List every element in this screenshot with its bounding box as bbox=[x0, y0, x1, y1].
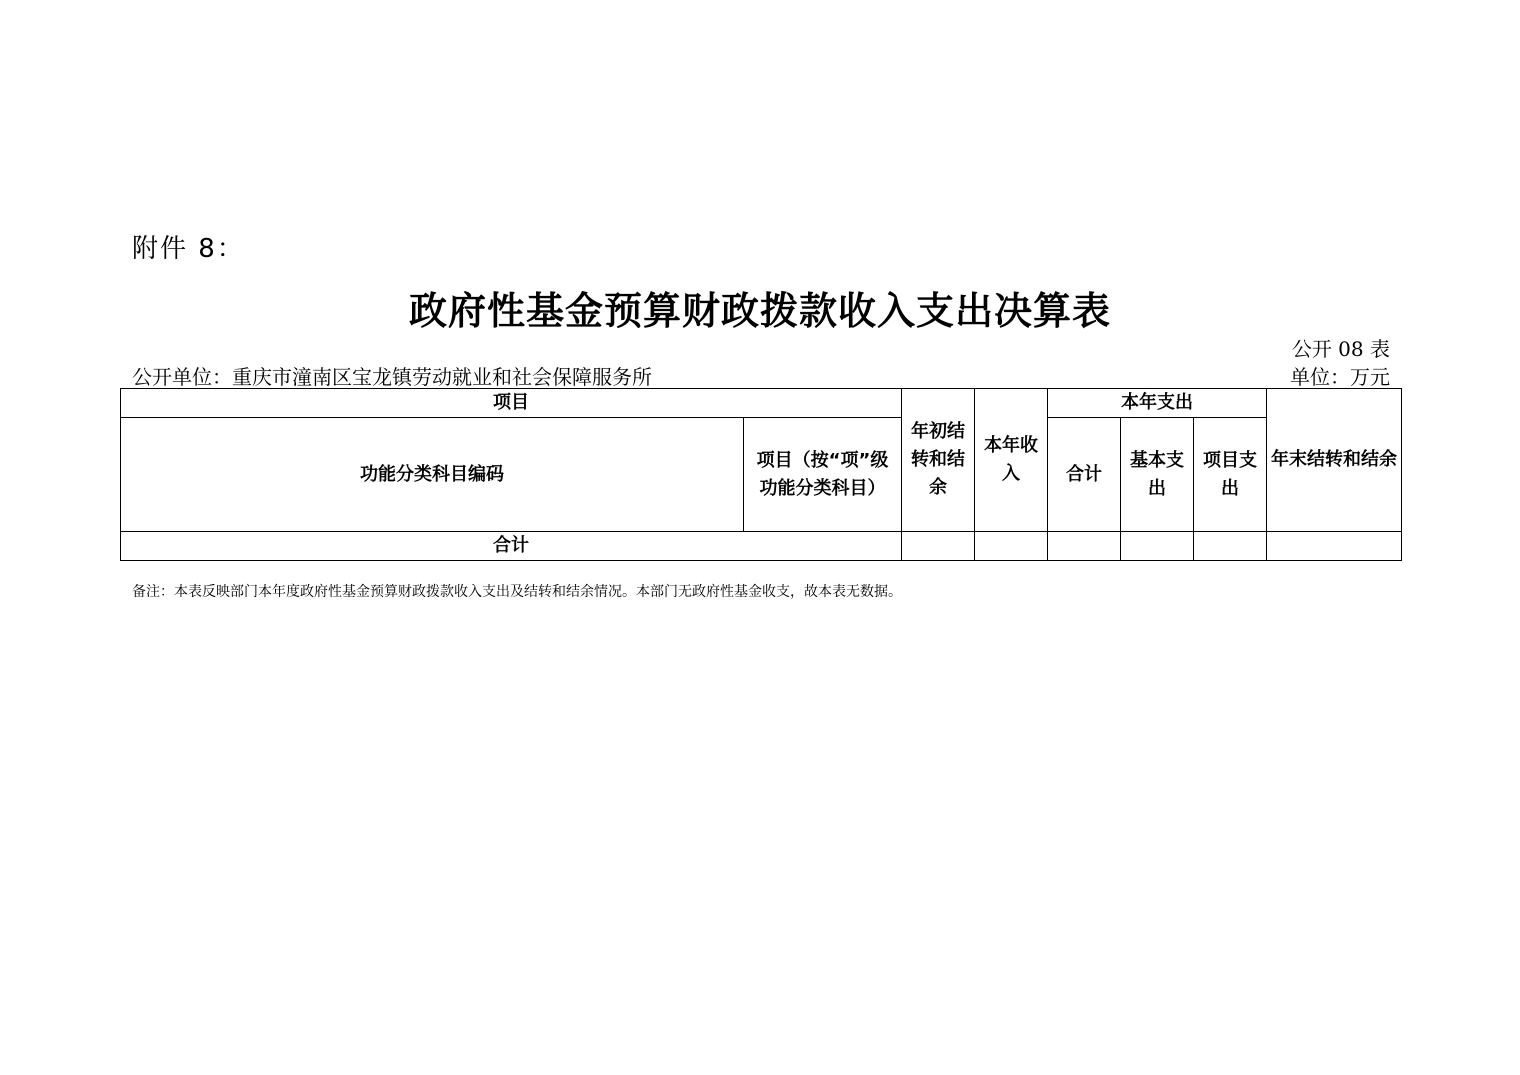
total-expense-total bbox=[1048, 532, 1121, 561]
table-header-row-2 bbox=[121, 418, 1402, 532]
header-start-balance: 年初结转和结余 bbox=[902, 389, 975, 532]
table-number: 公开 08 表 bbox=[1291, 337, 1390, 361]
total-end-balance bbox=[1267, 532, 1402, 561]
header-income: 本年收入 bbox=[975, 389, 1048, 532]
currency-unit: 单位：万元 bbox=[1290, 365, 1390, 389]
table-header-row-1 bbox=[121, 389, 1402, 418]
table-total-row bbox=[121, 532, 1402, 561]
total-expense-project bbox=[1194, 532, 1267, 561]
total-start-balance bbox=[902, 532, 975, 561]
header-item-detail: 项目（按“项”级功能分类科目） bbox=[744, 418, 902, 532]
budget-table bbox=[120, 388, 1402, 561]
header-expense-total: 合计 bbox=[1048, 418, 1121, 532]
total-expense-basic bbox=[1121, 532, 1194, 561]
header-expense-project: 项目支出 bbox=[1194, 418, 1267, 532]
header-expense: 本年支出 bbox=[1048, 389, 1267, 418]
attachment-label: 附件 8： bbox=[132, 234, 245, 264]
header-expense-basic: 基本支出 bbox=[1121, 418, 1194, 532]
footnote: 备注：本表反映部门本年度政府性基金预算财政拨款收入支出及结转和结余情况。本部门无政府性基金收支，故本表无数据。 bbox=[132, 584, 902, 600]
header-end-balance: 年末结转和结余 bbox=[1267, 389, 1402, 532]
reporting-unit: 公开单位：重庆市潼南区宝龙镇劳动就业和社会保障服务所 bbox=[132, 365, 652, 389]
total-income bbox=[975, 532, 1048, 561]
total-label: 合计 bbox=[121, 532, 902, 561]
header-item: 项目 bbox=[121, 389, 902, 418]
header-func-code: 功能分类科目编码 bbox=[121, 418, 744, 532]
page-title: 政府性基金预算财政拨款收入支出决算表 bbox=[408, 289, 1111, 333]
